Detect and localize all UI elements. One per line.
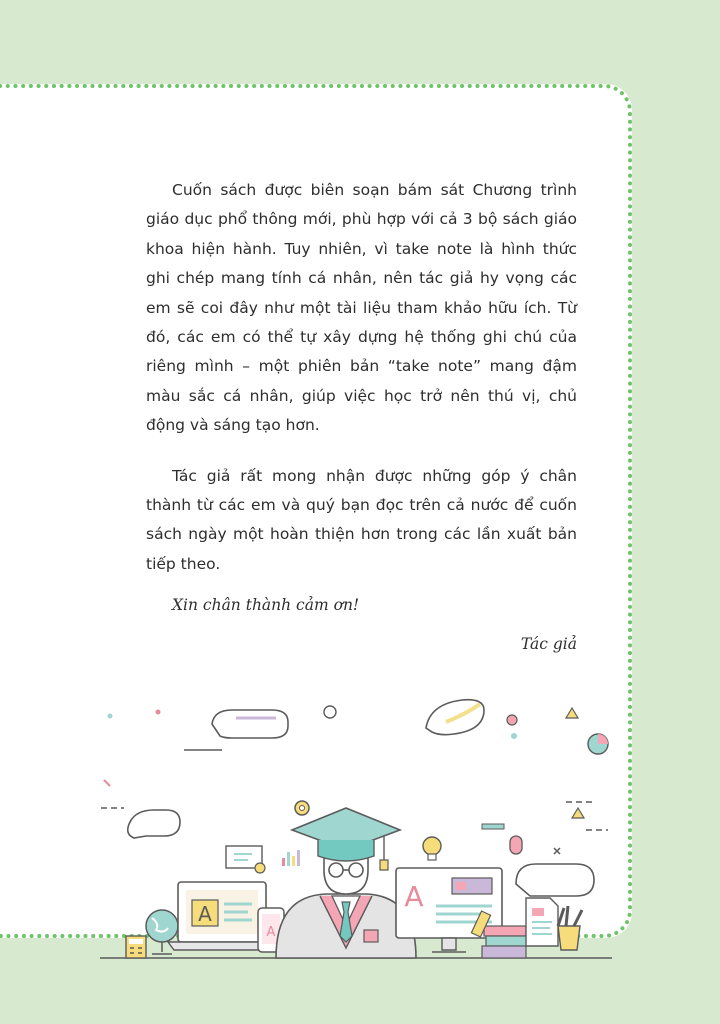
- document-icon: [526, 898, 558, 946]
- speech-bubble-icon: [212, 710, 288, 738]
- education-illustration: [96, 690, 616, 960]
- letter-a: A: [404, 880, 424, 913]
- page-card: [0, 84, 632, 938]
- speech-bubble-icon: [128, 810, 180, 838]
- calculator-icon: [126, 936, 146, 958]
- bar-chart-icon: [282, 850, 300, 866]
- graduate-icon: [276, 808, 416, 958]
- lightbulb-icon: [423, 837, 441, 860]
- paragraph-1: Cuốn sách được biên soạn bám sát Chương trình giáo dục phổ thông mới, phù hợp với cả 3 bộ sách giáo khoa hiện hành. Tuy nhiên, vì take note là hình thức ghi chép mang tính cá nhân, nên tác giả hy vọng các em sẽ coi đây như một tài liệu tham khảo hữu ích. Từ đó, các em có thể tự xây dựng hệ thống ghi chú của riêng mình – một phiên bản “take note” mang đậm màu sắc cá nhân, giúp việc học trở nên thú vị, chủ động và sáng tạo hơn.: [146, 181, 577, 435]
- paragraph-2: Tác giả rất mong nhận được những góp ý chân thành từ các em và quý bạn đọc trên cả nước để cuốn sách ngày một hoàn thiện hơn trong các lần xuất bản tiếp theo.: [146, 466, 577, 573]
- letter-a: A: [198, 902, 212, 926]
- speech-bubble-icon: [516, 864, 594, 896]
- closing-line: Xin chân thành cảm ơn!: [172, 596, 360, 615]
- pencil-icon: [482, 824, 504, 829]
- gear-icon: [295, 801, 309, 815]
- certificate-icon: [226, 846, 265, 873]
- pie-chart-icon: [588, 734, 608, 754]
- body-text: [146, 176, 577, 659]
- pencil-cup-icon: [558, 906, 582, 950]
- signature: Tác giả: [520, 634, 577, 653]
- speech-bubble-icon: [426, 700, 484, 735]
- letter-a: A: [266, 925, 276, 940]
- mouse-icon: [510, 836, 522, 854]
